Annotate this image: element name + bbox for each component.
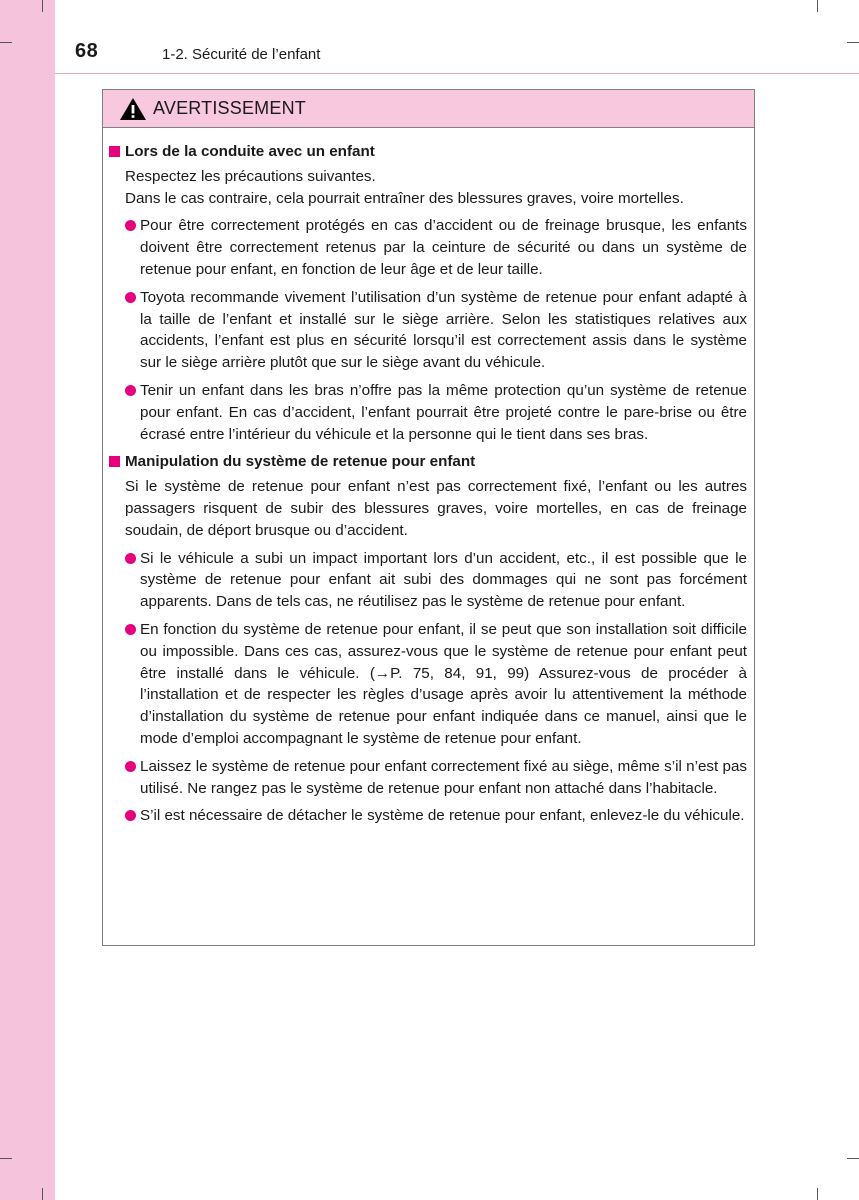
bullet-text: Pour être correctement protégés en cas d’accident ou de freinage brusque, les enfants doivent être correctement retenus par la ceinture de sécurité ou dans un système de retenue pour enfant, en fonction de leur âge et de leur taille. [140,217,747,278]
bullet-item [125,756,747,800]
bullet-text: S’il est nécessaire de détacher le système de retenue pour enfant, enlevez-le du véhicule. [140,807,745,825]
circle-bullet-icon [125,553,136,564]
header-divider [55,73,859,74]
bullet-item [125,805,747,827]
bullet-text: Tenir un enfant dans les bras n’offre pas la même protection qu’un système de retenue pour enfant. En cas d’accident, l’enfant pourrait être projeté contre le pare-brise ou être écrasé entre l’intérieur du véhicule et la personne qui le tient dans ses bras. [140,381,747,443]
bullet-text: En fonction du système de retenue pour enfant, il se peut que son installation soit difficile ou impossible. Dans ces cas, assurez-vous que le système de retenue pour enfant peut être installé dans le véhicule. (→P. 75, 84, 91, 99) Assurez-vous de procéder à l’installation et de respecter les règles d’usage après avoir lu attentivement la méthode d’installation du système de retenue pour enfant indiquée dans ce manuel, ainsi que le mode d’emploi accompagnant le système de retenue pour enfant. [140,620,747,747]
crop-mark [847,42,859,43]
paragraph: Si le système de retenue pour enfant n’est pas correctement fixé, l’enfant ou les autres passagers risquent de subir des blessures graves, voire mortelles, en cas de freinage soudain, de déport brusque ou d’accident. [125,478,747,539]
warning-box [102,89,755,946]
crop-mark [0,1158,12,1159]
square-bullet-icon [109,146,120,157]
circle-bullet-icon [125,810,136,821]
bullet-text: Toyota recommande vivement l’utilisation d’un système de retenue pour enfant adapté à la taille de l’enfant et installé sur le siège arrière. Selon les statistiques relatives aux accidents, l’enfant est plus en sécurité lorsqu’il est correctement assis dans le système sur le siège arrière plutôt que sur le siège avant du véhicule. [140,288,747,372]
warning-triangle-icon [119,97,147,121]
warning-header [103,90,754,128]
circle-bullet-icon [125,220,136,231]
crop-mark [817,0,818,12]
bullet-item [125,287,747,374]
section-heading [109,451,747,473]
section-heading [109,141,747,163]
crop-mark [0,42,12,43]
warning-content [103,128,754,827]
section-heading-text: Manipulation du système de retenue pour enfant [125,453,476,471]
square-bullet-icon [109,456,120,467]
bullet-item [125,215,747,280]
circle-bullet-icon [125,624,136,635]
bullet-item [125,380,747,445]
bullet-item [125,619,747,750]
paragraph: Respectez les précautions suivantes. [125,167,376,185]
crop-mark [42,1188,43,1200]
bullet-text: Si le véhicule a subi un impact important lors d’un accident, etc., il est possible que le système de retenue pour enfant ait subi des dommages qui ne sont pas forcément apparents. Dans de tels cas, ne réutilisez pas le système de retenue pour enfant. [140,549,747,611]
section-title: 1-2. Sécurité de l’enfant [162,46,321,63]
circle-bullet-icon [125,761,136,772]
page-number: 68 [75,40,99,62]
warning-title: AVERTISSEMENT [153,98,306,118]
crop-mark [42,0,43,12]
bullet-item [125,548,747,613]
side-color-strip [0,0,55,1200]
crop-mark [847,1158,859,1159]
crop-mark [817,1188,818,1200]
section-heading-text: Lors de la conduite avec un enfant [125,143,375,160]
circle-bullet-icon [125,385,136,396]
bullet-text: Laissez le système de retenue pour enfant correctement fixé au siège, même s’il n’est pas utilisé. Ne rangez pas le système de retenue pour enfant non attaché dans l’habitacle. [140,757,747,797]
circle-bullet-icon [125,292,136,303]
paragraph: Dans le cas contraire, cela pourrait entraîner des blessures graves, voire mortelles. [125,189,684,207]
